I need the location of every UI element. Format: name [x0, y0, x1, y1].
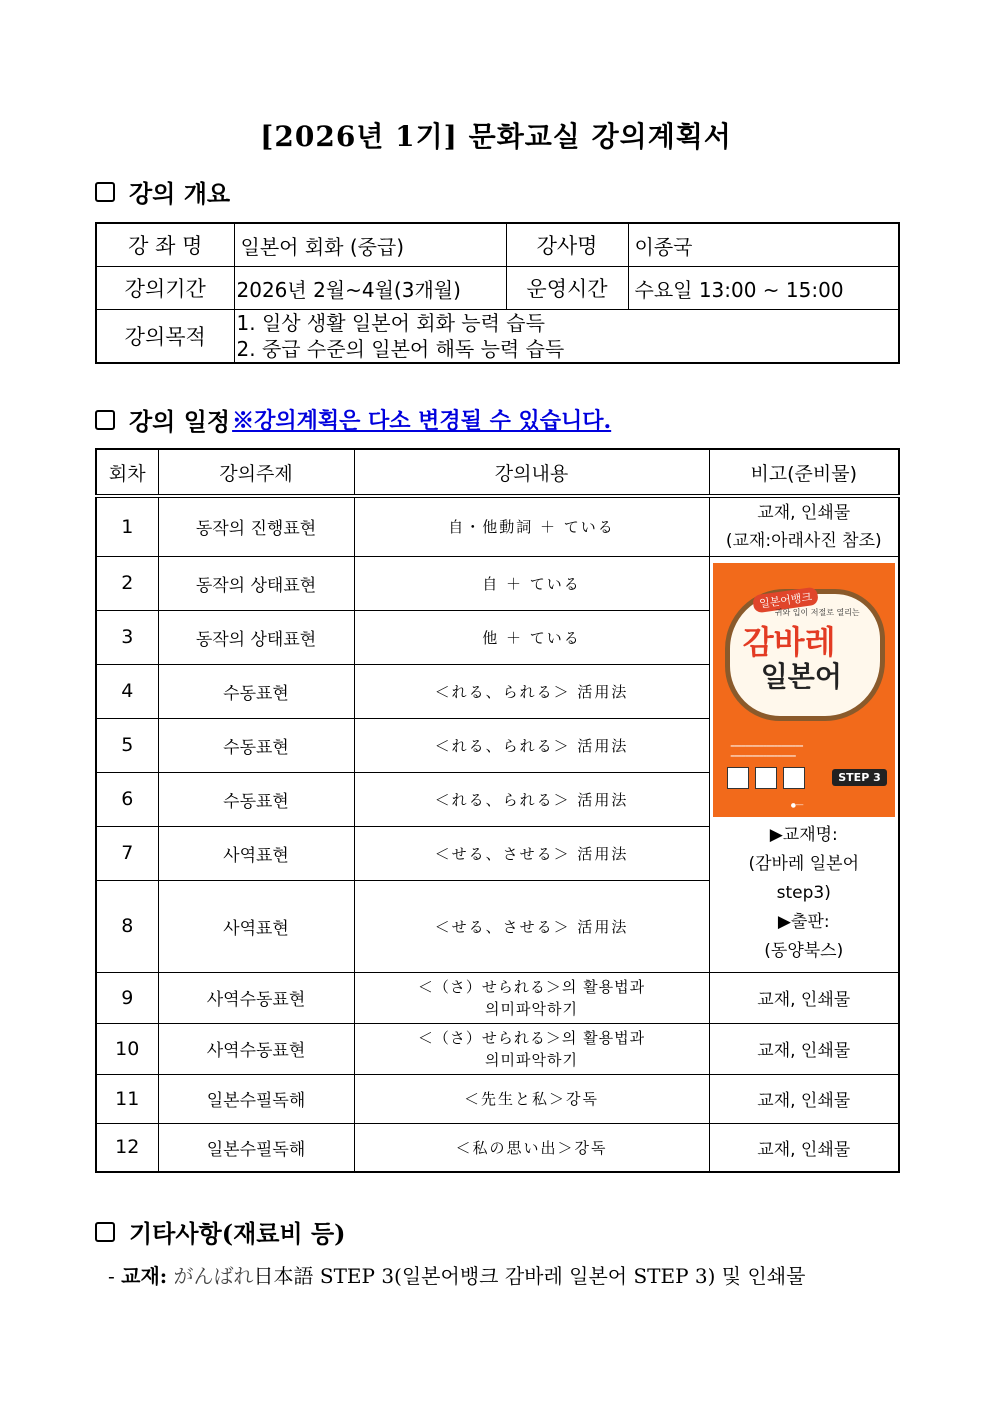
note-line-2: (교재:아래사진 참조): [725, 530, 882, 551]
section-overview: [95, 174, 230, 209]
cover-title-1: 감바레: [742, 622, 836, 661]
row-topic: 일본수필독해: [158, 1074, 354, 1123]
schedule-notice: ※강의계획은 다소 변경될 수 있습니다.: [232, 408, 612, 434]
row-note: 교재, 인쇄물: [709, 1123, 899, 1172]
book-info-line: (감바레 일본어: [748, 853, 860, 874]
header-content: 강의내용: [354, 449, 709, 496]
goal-value: [234, 310, 899, 364]
goal-item-2: 2. 중급 수준의 일본어 해독 능력 습득: [236, 337, 565, 361]
content-line-2: 의미파악하기: [485, 1050, 578, 1069]
cover-tagline: 귀와 입이 저절로 열리는: [774, 607, 860, 617]
note-label: 교재:: [121, 1264, 168, 1288]
table-row: [96, 556, 899, 610]
row-no: 11: [96, 1074, 158, 1123]
row-no: 2: [96, 556, 158, 610]
cover-series: 일본어뱅크: [752, 586, 819, 613]
header-note: 비고(준비물): [709, 449, 899, 496]
row-content: ＜れる、られる＞ 活用法: [354, 664, 709, 718]
row-no: 10: [96, 1023, 158, 1074]
content-line-1: ＜（さ）せられる＞의 활용법과: [417, 1028, 646, 1047]
row-topic: 사역표현: [158, 826, 354, 880]
qr-code-icon: [783, 767, 805, 789]
cover-step-badge: STEP 3: [832, 769, 887, 786]
checkbox-square-icon: [95, 1222, 115, 1242]
note-prefix: -: [108, 1264, 122, 1288]
schedule-header-row: [96, 449, 899, 496]
header-topic: 강의주제: [158, 449, 354, 496]
row-topic: 사역표현: [158, 880, 354, 972]
row-content: ＜れる、られる＞ 活用法: [354, 718, 709, 772]
note-line-1: 교재, 인쇄물: [757, 502, 851, 523]
row-content: ＜れる、られる＞ 活用法: [354, 772, 709, 826]
course-name-label: 강 좌 명: [96, 223, 234, 267]
table-row: [96, 1074, 899, 1123]
row-no: 8: [96, 880, 158, 972]
book-info-line: ▶교재명:: [769, 824, 838, 845]
row-topic: 동작의 상태표현: [158, 556, 354, 610]
table-row: [96, 496, 899, 556]
row-content: 自・他動詞 ＋ ている: [354, 496, 709, 556]
row-no: 6: [96, 772, 158, 826]
section-overview-label: 강의 개요: [129, 179, 231, 208]
book-info-line: (동양북스): [764, 940, 844, 961]
row-topic: 사역수동표현: [158, 1023, 354, 1074]
content-line-1: ＜（さ）せられる＞의 활용법과: [417, 977, 646, 996]
table-row: [96, 972, 899, 1023]
hours-label: 운영시간: [506, 267, 628, 310]
header-no: 회차: [96, 449, 158, 496]
book-cell: [709, 556, 899, 972]
table-row: [96, 1023, 899, 1074]
hours-value: 수요일 13:00 ~ 15:00: [628, 267, 899, 310]
book-info-line: step3): [776, 882, 831, 903]
note-jp: がんばれ: [167, 1264, 254, 1288]
row-topic: 동작의 상태표현: [158, 610, 354, 664]
cover-title-2: 일본어: [760, 659, 842, 693]
row-content: ＜先生と私＞강독: [354, 1074, 709, 1123]
checkbox-square-icon: [95, 182, 115, 202]
note-text: 日本語 STEP 3(일본어뱅크 감바레 일본어 STEP 3) 및 인쇄물: [253, 1264, 806, 1288]
checkbox-square-icon: [95, 410, 115, 430]
row-content: 他 ＋ ている: [354, 610, 709, 664]
row-content: [354, 972, 709, 1023]
period-label: 강의기간: [96, 267, 234, 310]
row-no: 9: [96, 972, 158, 1023]
row-note: 교재, 인쇄물: [709, 972, 899, 1023]
row-no: 4: [96, 664, 158, 718]
row-no: 12: [96, 1123, 158, 1172]
book-info-line: ▶출판:: [777, 911, 830, 932]
row-note: 교재, 인쇄물: [709, 1074, 899, 1123]
section-other: [95, 1214, 346, 1249]
row-topic: 수동표현: [158, 664, 354, 718]
section-other-label: 기타사항(재료비 등): [129, 1219, 346, 1248]
schedule-table: [95, 448, 900, 1173]
other-note: [108, 1260, 805, 1289]
row-topic: 사역수동표현: [158, 972, 354, 1023]
table-row: [96, 1123, 899, 1172]
row-no: 7: [96, 826, 158, 880]
row-content: ＜せる、させる＞ 活用法: [354, 880, 709, 972]
goal-label: 강의목적: [96, 310, 234, 364]
row-topic: 동작의 진행표현: [158, 496, 354, 556]
row-no: 3: [96, 610, 158, 664]
qr-code-icon: [727, 767, 749, 789]
overview-table: [95, 222, 900, 364]
row-note: 교재, 인쇄물: [709, 1023, 899, 1074]
row-no: 5: [96, 718, 158, 772]
row-topic: 수동표현: [158, 718, 354, 772]
content-line-2: 의미파악하기: [485, 999, 578, 1018]
row-no: 1: [96, 496, 158, 556]
section-schedule-label: 강의 일정: [129, 407, 231, 436]
page-title: [2026년 1기] 문화교실 강의계획서: [260, 120, 732, 153]
instructor-value: 이종국: [628, 223, 899, 267]
cover-decoration: ━━━━━━━━━━━━━━━━━━: [730, 752, 796, 760]
cover-decoration: ━━━━━━━━━━━━━━━━━━━━: [730, 742, 803, 750]
book-info: [710, 817, 899, 966]
course-name-value: 일본어 회화 (중급): [234, 223, 506, 267]
textbook-cover-image: [713, 563, 895, 817]
instructor-label: 강사명: [506, 223, 628, 267]
row-content: [354, 1023, 709, 1074]
goal-item-1: 1. 일상 생활 일본어 회화 능력 습득: [236, 311, 545, 335]
row-content: 自 ＋ ている: [354, 556, 709, 610]
row-content: ＜せる、させる＞ 活用法: [354, 826, 709, 880]
row-topic: 수동표현: [158, 772, 354, 826]
row-topic: 일본수필독해: [158, 1123, 354, 1172]
row-content: ＜私の思い出＞강독: [354, 1123, 709, 1172]
cover-publisher-logo: ●──: [790, 801, 804, 809]
row-note: [709, 496, 899, 556]
qr-code-icon: [755, 767, 777, 789]
section-schedule: [95, 402, 611, 437]
period-value: 2026년 2월~4월(3개월): [234, 267, 506, 310]
